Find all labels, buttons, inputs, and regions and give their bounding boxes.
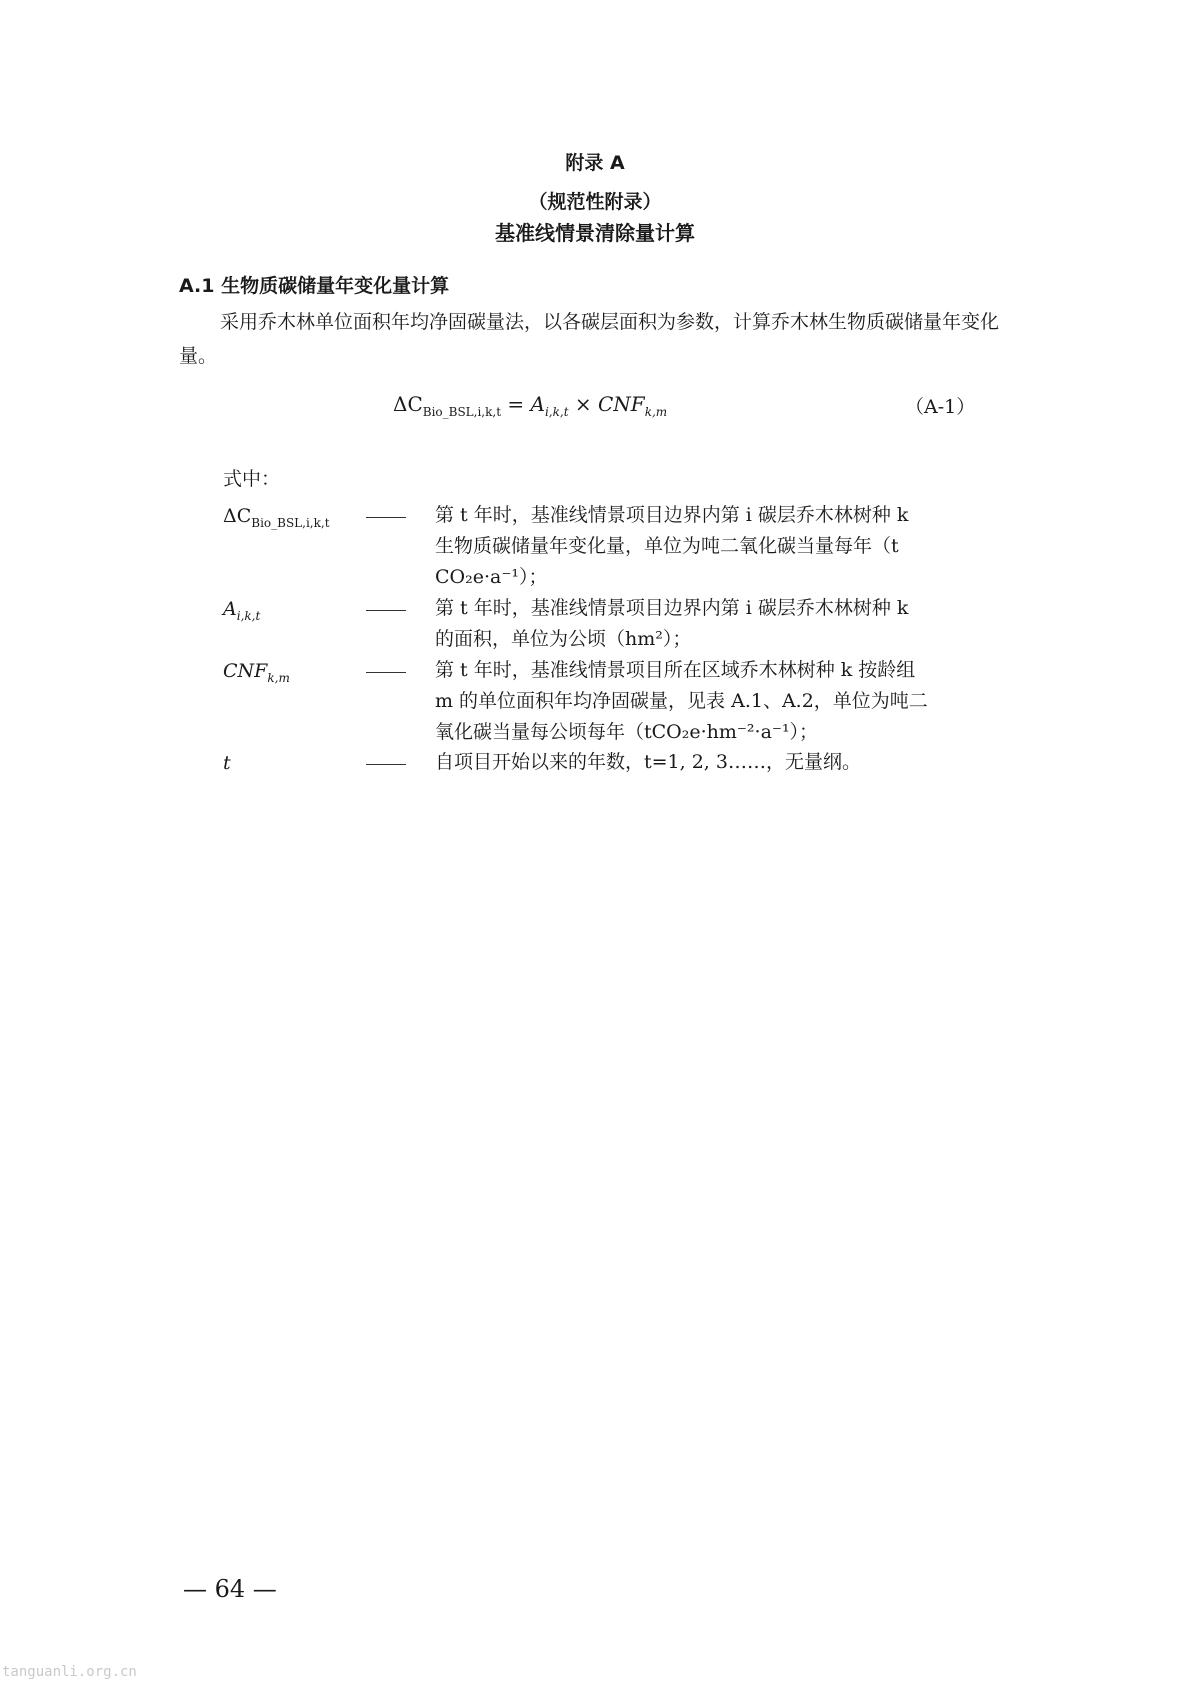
formula-a1	[393, 392, 667, 419]
formula-times: ×	[574, 392, 592, 416]
definition-symbol: $A_{i,k,t}$	[223, 598, 261, 623]
definition-dash	[366, 517, 406, 518]
appendix-title: 基准线情景清除量计算	[495, 221, 695, 245]
definition-text: 第 t 年时，基准线情景项目边界内第 i 碳层乔木林树种 k 的面积，单位为公顷（hm²）；	[435, 597, 909, 650]
definition-symbol: $CNF_{k,m}$	[223, 660, 290, 685]
section-heading	[179, 271, 449, 298]
definition-symbol: t	[223, 752, 231, 774]
normative-label: （规范性附录）	[528, 191, 662, 213]
formula-a: $A_{i,k,t}$	[530, 392, 569, 419]
definition-dash	[366, 764, 406, 765]
appendix-heading: 附录 A	[565, 152, 625, 174]
page-number: — 64 —	[183, 1575, 277, 1603]
body-paragraph: 采用乔木林单位面积年均净固碳量法，以各碳层面积为参数，计算乔木林生物质碳储量年变化量。	[179, 311, 1000, 367]
definition-symbol: $\Delta C_{Bio\_BSL,i,k,t}$	[223, 505, 330, 530]
formula-equals: =	[507, 392, 525, 416]
formula-lhs: $\Delta C_{Bio\_BSL,i,k,t}$	[393, 392, 502, 419]
section-title: 生物质碳储量年变化量计算	[221, 275, 450, 297]
definition-dash	[366, 672, 406, 673]
formula-cnf: $CNF_{k,m}$	[598, 392, 668, 419]
watermark: tanguanli.org.cn	[2, 1664, 137, 1680]
definition-text: 第 t 年时，基准线情景项目所在区域乔木林树种 k 按龄组 m 的单位面积年均净固碳量，见表 A.1、A.2，单位为吨二 氧化碳当量每公顷每年（tCO₂e·hm⁻²·a⁻¹）；	[435, 659, 928, 743]
definition-text: 第 t 年时，基准线情景项目边界内第 i 碳层乔木林树种 k 生物质碳储量年变化量，单位为吨二氧化碳当量每年（t CO₂e·a⁻¹）；	[435, 504, 909, 588]
definition-dash	[366, 610, 406, 611]
equation-number: （A-1）	[905, 396, 976, 418]
definition-text: 自项目开始以来的年数，t=1, 2, 3……，无量纲。	[435, 751, 861, 773]
where-label: 式中：	[223, 468, 281, 490]
section-number: A.1	[179, 275, 215, 297]
